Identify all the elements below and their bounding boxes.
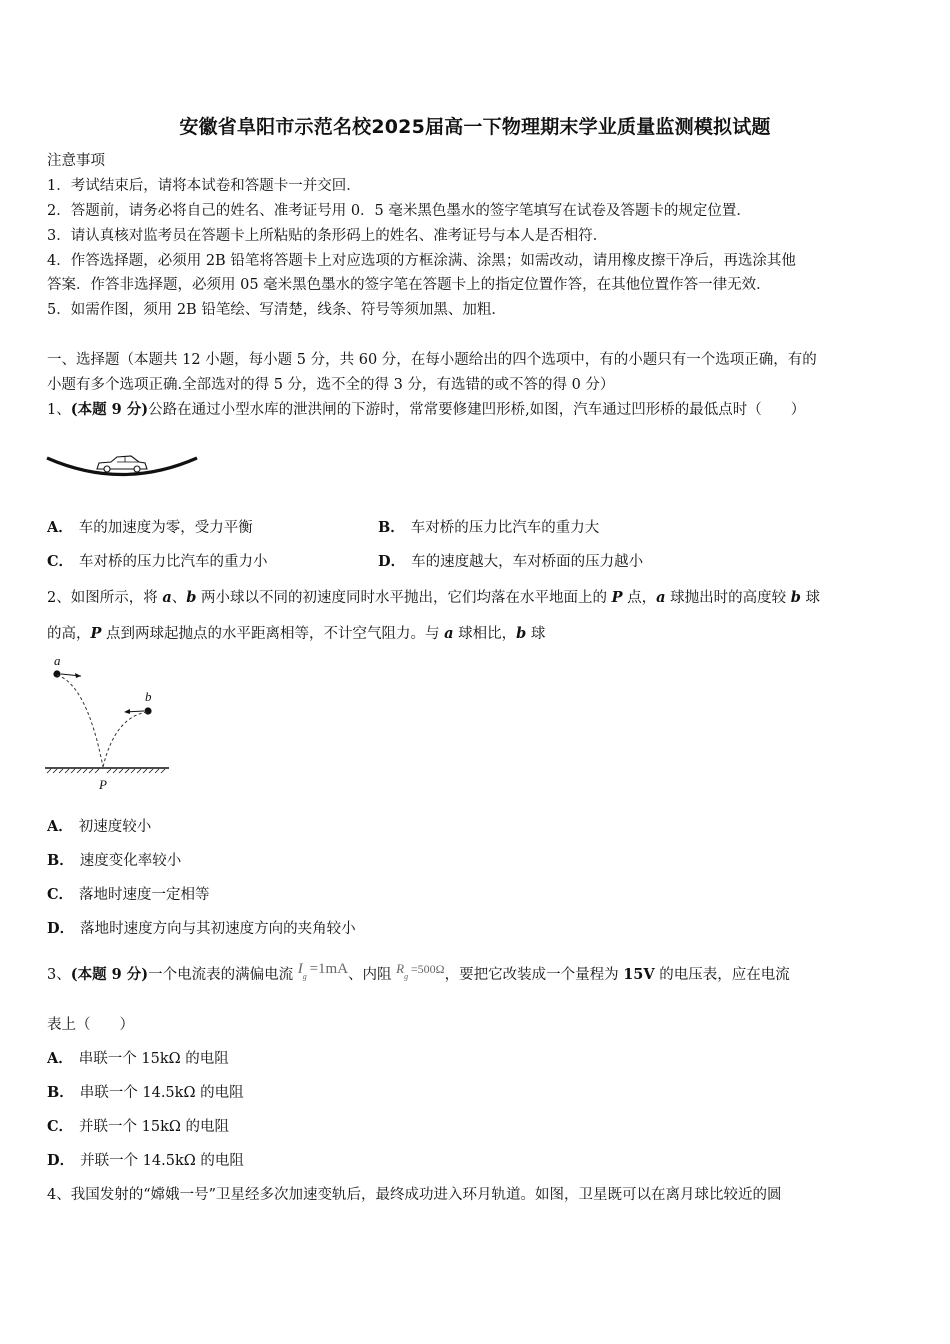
concave-bridge-figure xyxy=(45,446,200,486)
q2-option-d[interactable]: D． 落地时速度方向与其初速度方向的夹角较小 xyxy=(47,920,356,937)
q3-number: 3、 xyxy=(47,967,71,983)
notice-item-4: 4．作答选择题，必须用 2B 铅笔将答题卡上对应选项的方框涂满、涂黑；如需改动，请用橡皮擦干净后，再选涂其他 xyxy=(47,253,796,269)
q2-option-c[interactable]: C． 落地时速度一定相等 xyxy=(47,886,210,903)
q2-option-b[interactable]: B． 速度变化率较小 xyxy=(47,852,182,869)
trajectory-a xyxy=(57,675,103,767)
ball-b xyxy=(144,707,151,714)
q1-option-b[interactable]: B． 车对桥的压力比汽车的重力大 xyxy=(378,519,600,536)
label-b: b xyxy=(145,689,152,704)
q1-stem-text: 公路在通过小型水库的泄洪闸的下游时，常常要修建凹形桥,如图，汽车通过凹形桥的最低点时（ ） xyxy=(148,402,806,418)
notice-heading: 注意事项 xyxy=(47,153,105,169)
q2-option-a[interactable]: A． 初速度较小 xyxy=(47,818,152,835)
label-p: P xyxy=(99,777,107,792)
q3-stem: 3、(本题 9 分)一个电流表的满偏电流 $I_g =1mA$、内阻 $R_g =500\Omega$，要把它改装成一个量程为 15V 的电压表，应在电流 xyxy=(47,962,790,983)
q3-option-b[interactable]: B． 串联一个 14.5kΩ 的电阻 xyxy=(47,1084,244,1101)
notice-item-3: 3．请认真核对监考员在答题卡上所粘贴的条形码上的姓名、准考证号与本人是否相符． xyxy=(47,228,608,244)
q1-number: 1、 xyxy=(47,402,71,418)
notice-item-4-cont: 答案．作答非选择题，必须用 05 毫米黑色墨水的签字笔在答题卡上的指定位置作答，在其他位置作答一律无效． xyxy=(47,277,771,293)
q1-tag: (本题 9 分) xyxy=(70,401,149,418)
notice-item-1: 1．考试结束后，请将本试卷和答题卡一并交回． xyxy=(47,178,361,194)
trajectory-b xyxy=(103,712,147,767)
arrowhead-b xyxy=(124,709,130,714)
q1-option-a[interactable]: A． 车的加速度为零，受力平衡 xyxy=(47,519,253,536)
q3-tag: (本题 9 分) xyxy=(70,966,149,983)
ig-formula: $I_g =1mA$ xyxy=(297,962,349,981)
section-heading-line1: 一、选择题（本题共 12 小题，每小题 5 分，共 60 分，在每小题给出的四个选项中，有的小题只有一个选项正确，有的 xyxy=(47,352,817,368)
q1-option-c[interactable]: C． 车对桥的压力比汽车的重力小 xyxy=(47,553,268,570)
notice-item-2: 2．答题前，请务必将自己的姓名、准考证号用 0．5 毫米黑色墨水的签字笔填写在试卷及答题卡的规定位置． xyxy=(47,203,751,219)
exam-title: 安徽省阜阳市示范名校2025届高一下物理期末学业质量监测模拟试题 xyxy=(179,116,771,138)
notice-item-5: 5．如需作图，须用 2B 铅笔绘、写清楚，线条、符号等须加黑、加粗． xyxy=(47,302,506,318)
car-icon xyxy=(97,456,147,472)
q1-option-d[interactable]: D． 车的速度越大，车对桥面的压力越小 xyxy=(378,553,644,570)
q3-stem-line2: 表上（ ） xyxy=(47,1017,134,1033)
rg-formula: $R_g =500\Omega$ xyxy=(396,962,445,981)
q1-options-row2 xyxy=(47,552,907,572)
q3-option-d[interactable]: D． 并联一个 14.5kΩ 的电阻 xyxy=(47,1152,244,1169)
q2-stem-line2: 的高，P 点到两球起抛点的水平距离相等，不计空气阻力。与 a 球相比，b 球 xyxy=(47,625,546,642)
label-a: a xyxy=(54,653,61,668)
q1-stem xyxy=(47,400,907,420)
q4-stem-line1: 4、我国发射的“嫦娥一号”卫星经多次加速变轨后，最终成功进入环月轨道。如图，卫星既可以在离月球比较近的圆 xyxy=(47,1187,782,1203)
q2-stem-line1: 2、如图所示，将 a、b 两小球以不同的初速度同时水平抛出，它们均落在水平地面上的 P 点，a 球抛出时的高度较 b 球 xyxy=(47,589,820,606)
section-heading-line2: 小题有多个选项正确.全部选对的得 5 分，选不全的得 3 分，有选错的或不答的得 0 分） xyxy=(47,377,615,393)
q1-options-row1 xyxy=(47,518,907,538)
ground-hatching xyxy=(47,769,165,773)
q3-option-a[interactable]: A． 串联一个 15kΩ 的电阻 xyxy=(47,1050,229,1067)
q3-option-c[interactable]: C． 并联一个 15kΩ 的电阻 xyxy=(47,1118,230,1135)
projectile-figure xyxy=(45,655,175,795)
